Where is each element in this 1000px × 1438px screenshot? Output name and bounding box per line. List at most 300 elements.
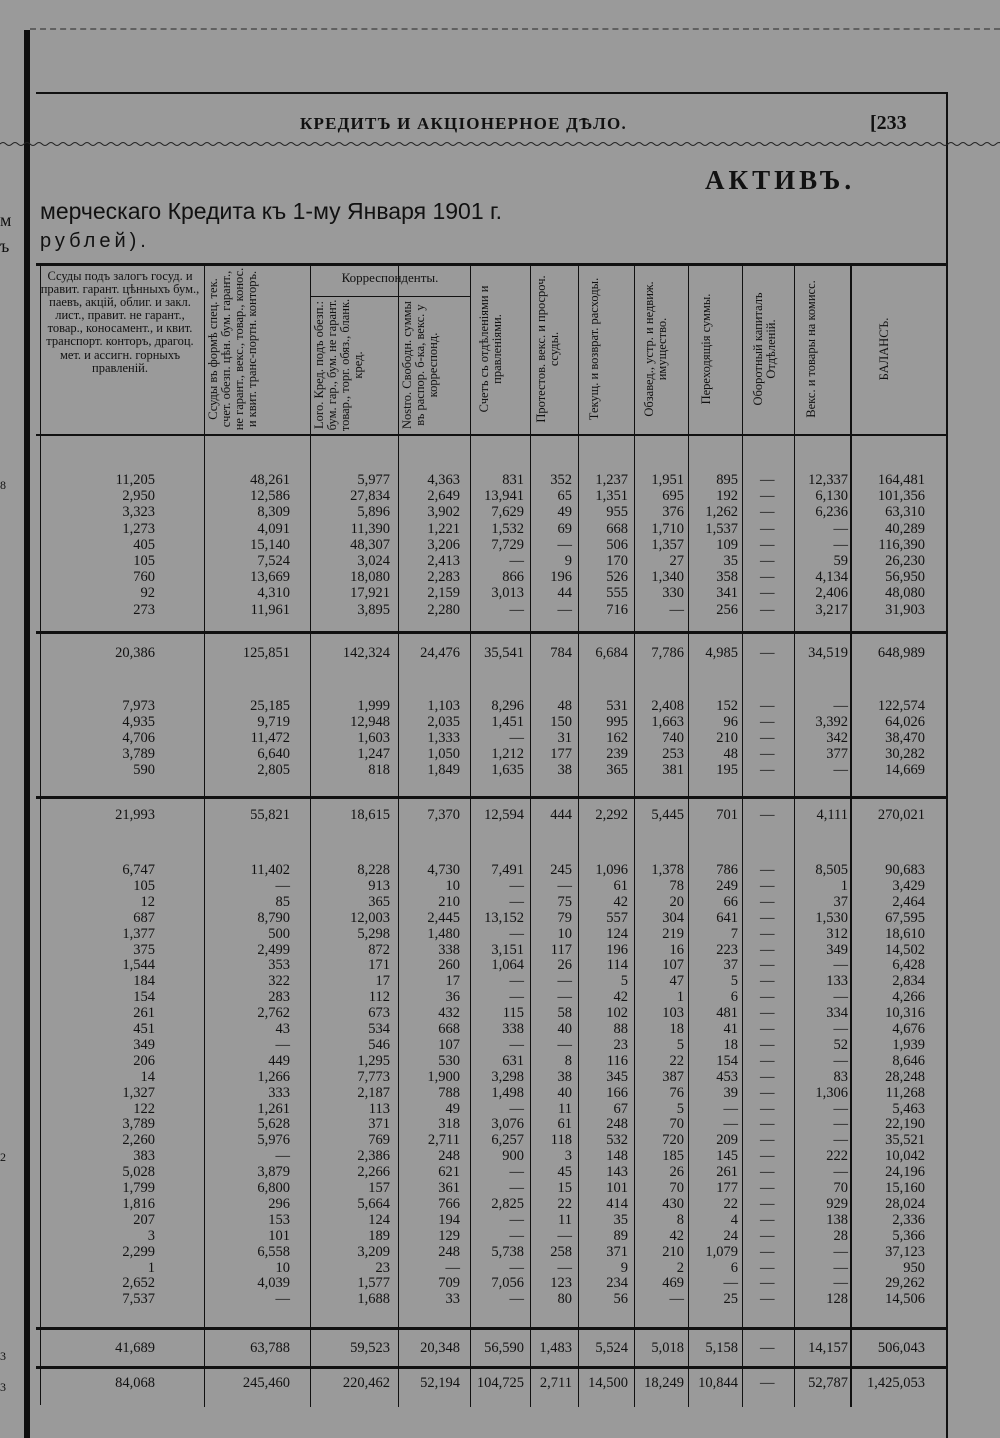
table-row-cell: 555 xyxy=(606,585,628,602)
table-row-cell: — xyxy=(760,1100,775,1117)
table-row-cell: — xyxy=(509,601,524,618)
table-row-cell: 1,295 xyxy=(357,1052,390,1069)
grand-total-row-cell: 14,500 xyxy=(588,1375,628,1391)
table-row-cell: 80 xyxy=(557,1291,572,1308)
table-row-cell: 89 xyxy=(613,1227,628,1244)
top-dashed-rule xyxy=(30,28,1000,30)
table-row-cell: 157 xyxy=(368,1180,390,1196)
table-row-cell: 2,260 xyxy=(122,1132,155,1149)
table-row-cell: 14 xyxy=(140,1068,155,1085)
table-row-cell: 7,056 xyxy=(491,1275,524,1292)
wavy-rule xyxy=(0,140,1000,148)
table-row-cell: 7,973 xyxy=(122,698,155,714)
table-row-cell: — xyxy=(723,1116,738,1133)
table-row-cell: 5 xyxy=(676,1036,684,1053)
col-header-c9: Переходящія суммы. xyxy=(699,293,713,405)
table-row-cell: 76 xyxy=(669,1084,684,1101)
table-row-cell: 7 xyxy=(730,925,738,942)
table-row-cell: 2,499 xyxy=(257,941,290,958)
table-row-cell: 14,506 xyxy=(885,1291,925,1308)
grand-total-row-cell: 52,787 xyxy=(808,1375,848,1391)
subtotal-row-cell: 444 xyxy=(550,807,572,823)
table-row-cell: 2,652 xyxy=(122,1275,155,1292)
table-row-cell: 1,900 xyxy=(427,1068,460,1085)
table-row-cell: 122,574 xyxy=(877,698,925,714)
table-row-cell: 1,951 xyxy=(651,472,684,488)
subtotal-row-cell: 4,111 xyxy=(816,807,848,823)
table-row-cell: 261 xyxy=(716,1164,738,1181)
table-row-cell: 695 xyxy=(662,488,684,505)
table-row-cell: 103 xyxy=(662,1005,684,1022)
table-row-cell: 23 xyxy=(613,1036,628,1053)
table-row-cell: 5,896 xyxy=(357,504,390,521)
table-row-cell: 365 xyxy=(368,893,390,910)
table-row-cell: — xyxy=(275,1148,290,1165)
table-row-cell: 105 xyxy=(133,553,155,569)
table-row-cell: 1,451 xyxy=(491,714,524,730)
table-row-cell: 2,406 xyxy=(815,585,848,602)
table-row-cell: — xyxy=(760,1164,775,1181)
table-row-cell: 1,064 xyxy=(491,957,524,974)
grand-total-row-cell: — xyxy=(760,1375,775,1391)
subtotal-row-cell: 35,541 xyxy=(484,645,524,661)
table-row-cell: 107 xyxy=(662,957,684,974)
table-row-cell: 866 xyxy=(502,569,524,586)
table-row-cell: 223 xyxy=(716,941,738,958)
table-row-cell: — xyxy=(275,1036,290,1053)
table-row-cell: — xyxy=(669,601,684,618)
table-row-cell: 245 xyxy=(550,862,572,878)
table-row-cell: — xyxy=(760,1195,775,1212)
table-row-cell: 8,228 xyxy=(357,862,390,878)
col-header-loans: Ссуды подъ залогъ госуд. и правит. гарант. цѣнныхъ бум., паевъ, акцій, облиг. и закл. лист., правит. не гарант., товар., коносамент., и квит. транспорт. конторъ, драгоц. мет. и ассигн. горныхъ правленій. xyxy=(40,269,200,375)
table-row-cell: 506 xyxy=(606,536,628,553)
subtotal-row-cell: 784 xyxy=(550,645,572,661)
table-row-cell: 109 xyxy=(716,536,738,553)
table-row-cell: 17 xyxy=(445,973,460,990)
table-row-cell: 5,028 xyxy=(122,1164,155,1181)
table-row-cell: 66 xyxy=(723,893,738,910)
table-row-cell: 376 xyxy=(662,504,684,521)
table-row-cell: 6,257 xyxy=(491,1132,524,1149)
table-row-cell: 590 xyxy=(133,762,155,778)
subtotal-row-cell: 125,851 xyxy=(242,645,290,661)
table-row-cell: — xyxy=(509,553,524,569)
running-title: КРЕДИТЪ И АКЦІОНЕРНОЕ ДѢЛО. xyxy=(300,114,627,133)
table-row-cell: 42 xyxy=(613,893,628,910)
table-row-cell: 52 xyxy=(833,1036,848,1053)
table-row-cell: 101,356 xyxy=(877,488,925,505)
table-row-cell: 709 xyxy=(438,1275,460,1292)
stub-fragment: м xyxy=(0,210,12,230)
table-row-cell: 11,268 xyxy=(885,1084,925,1101)
table-row-cell: 1,603 xyxy=(357,730,390,746)
grand-total-row-cell: 2,711 xyxy=(539,1375,572,1391)
table-row-cell: — xyxy=(760,1243,775,1260)
table-row-cell: 29,262 xyxy=(885,1275,925,1292)
table-row-cell: 6,130 xyxy=(815,488,848,505)
table-row-cell: 534 xyxy=(368,1021,390,1037)
table-row-cell: 3,879 xyxy=(257,1164,290,1181)
table-row-cell: 11 xyxy=(558,1100,572,1117)
table-row-cell: 769 xyxy=(368,1132,390,1149)
table-row-cell: 15 xyxy=(557,1180,572,1196)
table-row-cell: 185 xyxy=(662,1148,684,1165)
table-row-cell: 152 xyxy=(716,698,738,714)
table-row-cell: 451 xyxy=(133,1021,155,1037)
table-row-cell: 123 xyxy=(550,1275,572,1292)
table-row-cell: 16 xyxy=(669,941,684,958)
table-row-cell: 381 xyxy=(662,762,684,778)
table-row-cell: 1,816 xyxy=(122,1195,155,1212)
table-row-cell: 2,336 xyxy=(892,1211,925,1228)
table-row-cell: 1,799 xyxy=(122,1180,155,1196)
table-row-cell: 6,558 xyxy=(257,1243,290,1260)
table-row-cell: 117 xyxy=(550,941,572,958)
subtotal-row-cell: 270,021 xyxy=(877,807,925,823)
table-row-cell: — xyxy=(760,714,775,730)
table-row-cell: 365 xyxy=(606,762,628,778)
table-row-cell: — xyxy=(557,1036,572,1053)
table-row-cell: 330 xyxy=(662,585,684,602)
table-row-cell: 39 xyxy=(723,1084,738,1101)
table-row-cell: 2,464 xyxy=(892,893,925,910)
table-row-cell: 150 xyxy=(550,714,572,730)
table-row-cell: 3,024 xyxy=(357,553,390,569)
table-row-cell: 481 xyxy=(716,1005,738,1022)
table-row-cell: 7,773 xyxy=(357,1068,390,1085)
table-row-cell: — xyxy=(760,1116,775,1133)
corr-header-rule xyxy=(310,296,470,297)
subtotal-row-cell: 6,684 xyxy=(595,645,628,661)
table-row-cell: 432 xyxy=(438,1005,460,1022)
table-row-cell: 124 xyxy=(606,925,628,942)
table-row-cell: 31 xyxy=(557,730,572,746)
table-row-cell: 1,266 xyxy=(257,1068,290,1085)
table-row-cell: 1,498 xyxy=(491,1084,524,1101)
table-row-cell: — xyxy=(760,730,775,746)
col-header-c12: БАЛАНСЪ. xyxy=(877,317,891,381)
table-row-cell: 5,976 xyxy=(257,1132,290,1149)
table-row-cell: 818 xyxy=(368,762,390,778)
table-row-cell: 430 xyxy=(662,1195,684,1212)
table-row-cell: 900 xyxy=(502,1148,524,1165)
table-row-cell: 1,050 xyxy=(427,746,460,762)
subtotal-row-cell: — xyxy=(760,807,775,823)
column-rule xyxy=(398,265,399,1407)
table-row-cell: 88 xyxy=(613,1021,628,1037)
table-row-cell: 273 xyxy=(133,601,155,618)
table-row-cell: 383 xyxy=(133,1148,155,1165)
table-row-cell: 338 xyxy=(502,1021,524,1037)
table-row-cell: 210 xyxy=(662,1243,684,1260)
column-rule xyxy=(634,265,635,1407)
table-row-cell: 22 xyxy=(557,1195,572,1212)
table-row-cell: 2,283 xyxy=(427,569,460,586)
table-row-cell: 1,079 xyxy=(705,1243,738,1260)
table-row-cell: 45 xyxy=(557,1164,572,1181)
table-row-cell: 67,595 xyxy=(885,909,925,926)
table-row-cell: 720 xyxy=(662,1132,684,1149)
subtotal-row-cell: 63,788 xyxy=(250,1340,290,1356)
table-row-cell: — xyxy=(760,1275,775,1292)
table-row-cell: 349 xyxy=(826,941,848,958)
table-row-cell: 345 xyxy=(606,1068,628,1085)
table-row-cell: 2,805 xyxy=(257,762,290,778)
table-row-cell: 35 xyxy=(613,1211,628,1228)
frame-top-rule xyxy=(36,92,948,94)
table-row-cell: 18,080 xyxy=(350,569,390,586)
table-row-cell: 6,428 xyxy=(892,957,925,974)
table-row-cell: — xyxy=(760,520,775,537)
table-row-cell: 90,683 xyxy=(885,862,925,878)
table-row-cell: 387 xyxy=(662,1068,684,1085)
table-row-cell: — xyxy=(833,1116,848,1133)
table-row-cell: — xyxy=(509,877,524,894)
table-row-cell: 13,152 xyxy=(484,909,524,926)
table-row-cell: — xyxy=(760,909,775,926)
table-row-cell: 78 xyxy=(669,877,684,894)
table-row-cell: 189 xyxy=(368,1227,390,1244)
table-row-cell: 177 xyxy=(550,746,572,762)
table-row-cell: 2,408 xyxy=(651,698,684,714)
table-row-cell: 2,711 xyxy=(427,1132,460,1149)
table-row-cell: 2,187 xyxy=(357,1084,390,1101)
table-row-cell: 36 xyxy=(445,989,460,1006)
group2-rule xyxy=(36,796,948,799)
subtotal-row-cell: 5,158 xyxy=(705,1340,738,1356)
table-row-cell: 248 xyxy=(438,1243,460,1260)
table-row-cell: 1,357 xyxy=(651,536,684,553)
subtotal-row-cell: 20,386 xyxy=(115,645,155,661)
table-row-cell: — xyxy=(509,1036,524,1053)
subtotal-row-cell: 41,689 xyxy=(115,1340,155,1356)
table-row-cell: 162 xyxy=(606,730,628,746)
table-row-cell: 116 xyxy=(606,1052,628,1069)
table-row-cell: 1,663 xyxy=(651,714,684,730)
stub-fragment: ъ xyxy=(0,236,10,256)
frame-right-rule xyxy=(946,92,948,1438)
table-row-cell: 44 xyxy=(557,585,572,602)
table-row-cell: 2,834 xyxy=(892,973,925,990)
table-row-cell: — xyxy=(509,893,524,910)
table-row-cell: 1,273 xyxy=(122,520,155,537)
table-row-cell: 143 xyxy=(606,1164,628,1181)
table-row-cell: 48,261 xyxy=(250,472,290,488)
table-row-cell: 10 xyxy=(557,925,572,942)
table-row-cell: — xyxy=(275,877,290,894)
table-row-cell: 5,298 xyxy=(357,925,390,942)
table-row-cell: 1,333 xyxy=(427,730,460,746)
table-row-cell: 371 xyxy=(368,1116,390,1133)
table-row-cell: 234 xyxy=(606,1275,628,1292)
grand-total-rule xyxy=(36,1366,948,1369)
table-row-cell: 83 xyxy=(833,1068,848,1085)
subtotal-row-cell: 5,018 xyxy=(651,1340,684,1356)
table-row-cell: 2,445 xyxy=(427,909,460,926)
table-row-cell: 222 xyxy=(826,1148,848,1165)
table-row-cell: 333 xyxy=(268,1084,290,1101)
table-row-cell: — xyxy=(760,1084,775,1101)
table-row-cell: — xyxy=(760,488,775,505)
table-row-cell: 92 xyxy=(140,585,155,602)
table-row-cell: 48 xyxy=(723,746,738,762)
table-row-cell: — xyxy=(509,1180,524,1196)
table-row-cell: 469 xyxy=(662,1275,684,1292)
table-row-cell: 1,247 xyxy=(357,746,390,762)
table-row-cell: 148 xyxy=(606,1148,628,1165)
table-row-cell: 239 xyxy=(606,746,628,762)
table-row-cell: 25 xyxy=(723,1291,738,1308)
table-row-cell: — xyxy=(760,893,775,910)
table-row-cell: 414 xyxy=(606,1195,628,1212)
table-row-cell: 49 xyxy=(445,1100,460,1117)
subtotal-row-cell: — xyxy=(760,645,775,661)
stub-fragment: 3 xyxy=(0,1349,6,1363)
table-row-cell: 4,676 xyxy=(892,1021,925,1037)
grand-total-row-cell: 84,068 xyxy=(115,1375,155,1391)
table-row-cell: 253 xyxy=(662,746,684,762)
table-row-cell: 207 xyxy=(133,1211,155,1228)
table-row-cell: 2,386 xyxy=(357,1148,390,1165)
table-row-cell: 7,524 xyxy=(257,553,290,569)
table-row-cell: 153 xyxy=(268,1211,290,1228)
col-header-c10: Оборотный капиталъ Отдѣленій. xyxy=(751,292,778,406)
header-bottom-rule xyxy=(36,434,948,436)
table-row-cell: — xyxy=(760,762,775,778)
table-row-cell: 453 xyxy=(716,1068,738,1085)
table-row-cell: 13,669 xyxy=(250,569,290,586)
table-row-cell: 122 xyxy=(133,1100,155,1117)
table-row-cell: 28 xyxy=(833,1227,848,1244)
table-row-cell: 531 xyxy=(606,698,628,714)
table-row-cell: 500 xyxy=(268,925,290,942)
table-row-cell: — xyxy=(669,1291,684,1308)
table-row-cell: 11,390 xyxy=(350,520,390,537)
table-row-cell: — xyxy=(760,601,775,618)
table-row-cell: 1,480 xyxy=(427,925,460,942)
subtotal-row-cell: 56,590 xyxy=(484,1340,524,1356)
table-row-cell: 1,378 xyxy=(651,862,684,878)
subtotal-row-cell: 648,989 xyxy=(877,645,925,661)
table-row-cell: 304 xyxy=(662,909,684,926)
table-row-cell: — xyxy=(833,1132,848,1149)
table-row-cell: 70 xyxy=(669,1180,684,1196)
table-row-cell: — xyxy=(833,1243,848,1260)
table-row-cell: 166 xyxy=(606,1084,628,1101)
table-row-cell: 64,026 xyxy=(885,714,925,730)
table-row-cell: 8 xyxy=(564,1052,572,1069)
table-row-cell: 63,310 xyxy=(885,504,925,521)
table-row-cell: 129 xyxy=(438,1227,460,1244)
table-row-cell: — xyxy=(760,553,775,569)
table-row-cell: — xyxy=(509,989,524,1006)
table-row-cell: 2,413 xyxy=(427,553,460,569)
table-row-cell: 164,481 xyxy=(877,472,925,488)
table-row-cell: 786 xyxy=(716,862,738,878)
subtotal-row-cell: 7,786 xyxy=(651,645,684,661)
table-row-cell: 65 xyxy=(557,488,572,505)
table-row-cell: — xyxy=(760,746,775,762)
table-row-cell: — xyxy=(760,862,775,878)
table-row-cell: — xyxy=(723,1275,738,1292)
table-row-cell: 955 xyxy=(606,504,628,521)
table-row-cell: 449 xyxy=(268,1052,290,1069)
table-row-cell: 2,159 xyxy=(427,585,460,602)
table-row-cell: 740 xyxy=(662,730,684,746)
table-row-cell: 4,935 xyxy=(122,714,155,730)
table-row-cell: 3,209 xyxy=(357,1243,390,1260)
table-row-cell: 1,999 xyxy=(357,698,390,714)
table-row-cell: 950 xyxy=(903,1259,925,1276)
column-rule xyxy=(850,265,852,1407)
subtotal-row-cell: 2,292 xyxy=(595,807,628,823)
table-row-cell: 26,230 xyxy=(885,553,925,569)
table-row-cell: 59 xyxy=(833,553,848,569)
col-header-c6: Протестов. векс. и просроч. ссуды. xyxy=(534,275,561,423)
table-row-cell: — xyxy=(557,973,572,990)
table-row-cell: 101 xyxy=(606,1180,628,1196)
table-row-cell: 3,895 xyxy=(357,601,390,618)
page-header xyxy=(0,110,1000,140)
table-row-cell: — xyxy=(760,925,775,942)
table-row-cell: 24 xyxy=(723,1227,738,1244)
table-row-cell: 831 xyxy=(502,472,524,488)
table-row-cell: 70 xyxy=(833,1180,848,1196)
table-row-cell: 67 xyxy=(613,1100,628,1117)
table-row-cell: 15,160 xyxy=(885,1180,925,1196)
table-row-cell: 929 xyxy=(826,1195,848,1212)
table-row-cell: 375 xyxy=(133,941,155,958)
table-row-cell: 102 xyxy=(606,1005,628,1022)
table-row-cell: — xyxy=(833,1052,848,1069)
table-row-cell: 249 xyxy=(716,877,738,894)
table-row-cell: — xyxy=(760,1132,775,1149)
table-row-cell: 138 xyxy=(826,1211,848,1228)
table-row-cell: 38,470 xyxy=(885,730,925,746)
column-rule xyxy=(742,265,743,1407)
table-row-cell: — xyxy=(760,1148,775,1165)
table-row-cell: 3,013 xyxy=(491,585,524,602)
subtotal-row-cell: 18,615 xyxy=(350,807,390,823)
table-row-cell: 9,719 xyxy=(257,714,290,730)
grand-total-row-cell: 220,462 xyxy=(342,1375,390,1391)
table-row-cell: 3,206 xyxy=(427,536,460,553)
table-row-cell: 210 xyxy=(716,730,738,746)
table-row-cell: — xyxy=(509,730,524,746)
table-row-cell: 41 xyxy=(723,1021,738,1037)
table-row-cell: 23 xyxy=(375,1259,390,1276)
table-row-cell: 209 xyxy=(716,1132,738,1149)
table-row-cell: — xyxy=(833,989,848,1006)
subtotal-row-cell: 34,519 xyxy=(808,645,848,661)
table-row-cell: — xyxy=(833,957,848,974)
table-row-cell: 3,217 xyxy=(815,601,848,618)
table-row-cell: — xyxy=(760,1005,775,1022)
table-row-cell: — xyxy=(833,520,848,537)
table-row-cell: — xyxy=(509,1227,524,1244)
table-row-cell: 2,649 xyxy=(427,488,460,505)
col-header-c2: Ссуды въ формѣ спец. тек. счет. обезп. цѣн. бум. гарант., не гарант., векс., товар., конос. и квит. транс-портн. конторъ. xyxy=(206,267,259,431)
table-row-cell: 85 xyxy=(275,893,290,910)
table-row-cell: 31,903 xyxy=(885,601,925,618)
table-row-cell: — xyxy=(760,877,775,894)
table-row-cell: — xyxy=(760,1180,775,1196)
table-row-cell: 210 xyxy=(438,893,460,910)
table-row-cell: 3,076 xyxy=(491,1116,524,1133)
table-row-cell: 1,577 xyxy=(357,1275,390,1292)
table-row-cell: 1,306 xyxy=(815,1084,848,1101)
